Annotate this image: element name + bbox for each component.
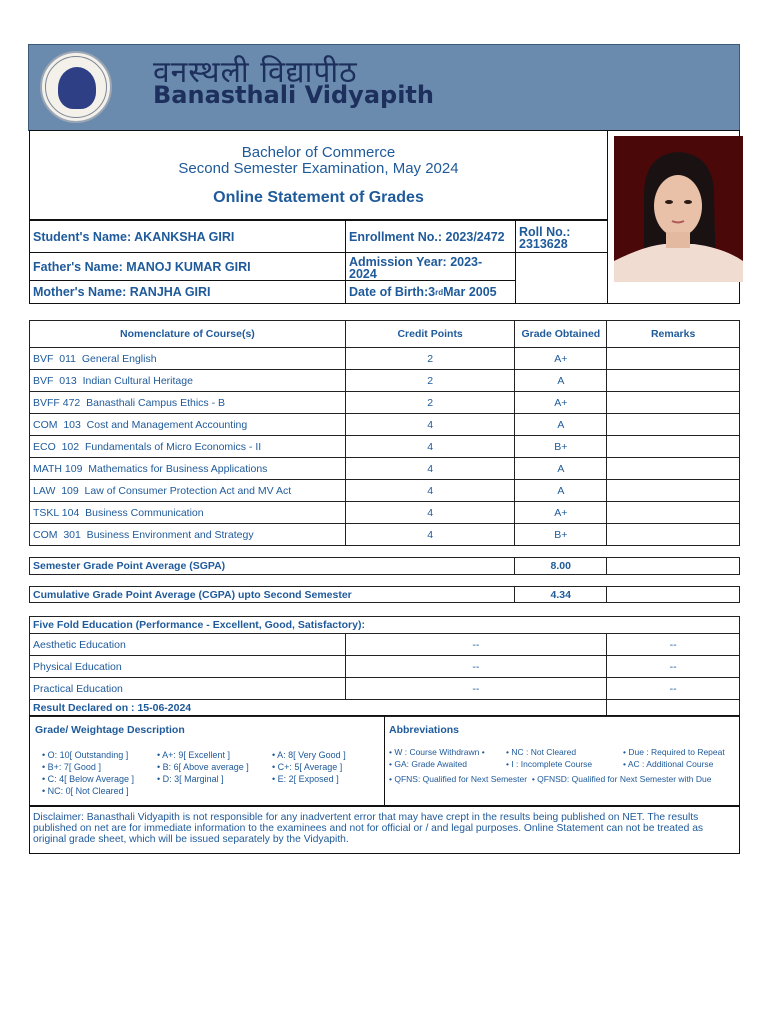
university-name-english: Banasthali Vidyapith bbox=[153, 81, 434, 109]
result-declared-empty bbox=[607, 700, 740, 717]
university-name-hindi: वनस्थली विद्यापीठ bbox=[153, 55, 358, 90]
abbreviation-item: • QFNSD: Qualified for Next Semester with Due bbox=[531, 774, 712, 784]
grade-item: • C+: 5[ Average ] bbox=[272, 762, 343, 772]
grade-description-box bbox=[29, 715, 385, 806]
student-name: Student's Name: AKANKSHA GIRI bbox=[29, 220, 346, 253]
dob-day: Date of Birth:3 bbox=[349, 285, 436, 299]
education-remark: -- bbox=[607, 678, 740, 700]
course-name: MATH 109 Mathematics for Business Applications bbox=[30, 458, 346, 480]
sgpa-table bbox=[29, 557, 740, 575]
empty-cell bbox=[515, 252, 608, 304]
table-row bbox=[30, 458, 740, 480]
abbreviation-list bbox=[389, 747, 741, 769]
statement-title: Online Statement of Grades bbox=[213, 189, 424, 206]
enrollment-number: Enrollment No.: 2023/2472 bbox=[345, 220, 516, 253]
credit-points: 2 bbox=[345, 392, 515, 414]
grade-description-heading: Grade/ Weightage Description bbox=[35, 724, 185, 736]
admission-year-line2: 2024 bbox=[349, 267, 377, 281]
remarks bbox=[607, 458, 740, 480]
remarks bbox=[607, 392, 740, 414]
abbreviations-box bbox=[384, 715, 740, 806]
grade-item: • B: 6[ Above average ] bbox=[157, 762, 249, 772]
table-row bbox=[30, 678, 740, 700]
remarks bbox=[607, 480, 740, 502]
credit-points: 4 bbox=[345, 414, 515, 436]
remarks bbox=[607, 524, 740, 546]
table-row bbox=[30, 370, 740, 392]
abbreviation-item: • QFNS: Qualified for Next Semester bbox=[389, 774, 528, 784]
emblem-figure bbox=[58, 67, 96, 109]
table-row bbox=[30, 634, 740, 656]
course-name: COM 103 Cost and Management Accounting bbox=[30, 414, 346, 436]
remarks bbox=[607, 436, 740, 458]
courses-table bbox=[29, 320, 740, 546]
table-row bbox=[30, 348, 740, 370]
column-header-credits: Credit Points bbox=[345, 321, 515, 348]
degree-title: Bachelor of Commerce bbox=[241, 144, 396, 161]
grade: A bbox=[515, 414, 607, 436]
abbreviation-item: • W : Course Withdrawn • bbox=[389, 747, 485, 757]
credit-points: 4 bbox=[345, 458, 515, 480]
grade: A+ bbox=[515, 392, 607, 414]
abbreviations-heading: Abbreviations bbox=[389, 724, 460, 736]
exam-title: Second Semester Examination, May 2024 bbox=[178, 160, 459, 177]
grade-item: • NC: 0[ Not Cleared ] bbox=[42, 786, 129, 796]
abbreviation-item: • AC : Additional Course bbox=[623, 759, 714, 769]
education-name: Physical Education bbox=[30, 656, 346, 678]
course-name: BVFF 472 Banasthali Campus Ethics - B bbox=[30, 392, 346, 414]
grade: A bbox=[515, 480, 607, 502]
education-remark: -- bbox=[607, 634, 740, 656]
remarks bbox=[607, 348, 740, 370]
abbreviation-item: • NC : Not Cleared bbox=[506, 747, 577, 757]
table-row bbox=[30, 480, 740, 502]
grade-list bbox=[42, 750, 382, 796]
credit-points: 4 bbox=[345, 480, 515, 502]
five-fold-table bbox=[29, 616, 740, 717]
cgpa-value: 4.34 bbox=[515, 587, 607, 603]
grade: B+ bbox=[515, 436, 607, 458]
cgpa-label: Cumulative Grade Point Average (CGPA) upto Second Semester bbox=[30, 587, 515, 603]
course-name: ECO 102 Fundamentals of Micro Economics - II bbox=[30, 436, 346, 458]
grade: A bbox=[515, 370, 607, 392]
sgpa-value: 8.00 bbox=[515, 558, 607, 575]
remarks bbox=[607, 414, 740, 436]
table-row bbox=[30, 524, 740, 546]
mother-name: Mother's Name: RANJHA GIRI bbox=[29, 280, 346, 304]
admission-year bbox=[345, 252, 516, 281]
table-row bbox=[30, 392, 740, 414]
table-row bbox=[30, 414, 740, 436]
course-name: COM 301 Business Environment and Strategy bbox=[30, 524, 346, 546]
roll-label: Roll No.: bbox=[519, 225, 571, 239]
column-header-course: Nomenclature of Course(s) bbox=[30, 321, 346, 348]
education-remark: -- bbox=[607, 656, 740, 678]
disclaimer: Disclaimer: Banasthali Vidyapith is not responsible for any inadvertent error that may have crept in the results being published on NET. The results published on net are for immediate information to the examinees and not for official or / and legal purposes. Online Statement can not be treated as original grade sheet, which will be issued separately by the Vidyapith. bbox=[29, 806, 740, 854]
dob-suffix: rd bbox=[435, 287, 444, 297]
roll-number bbox=[515, 220, 608, 253]
grade: A+ bbox=[515, 348, 607, 370]
credit-points: 2 bbox=[345, 370, 515, 392]
result-declared: Result Declared on : 15-06-2024 bbox=[30, 700, 607, 717]
course-name: BVF 013 Indian Cultural Heritage bbox=[30, 370, 346, 392]
table-row bbox=[30, 656, 740, 678]
education-value: -- bbox=[345, 678, 607, 700]
abbreviation-item: • GA: Grade Awaited bbox=[389, 759, 467, 769]
cgpa-table bbox=[29, 586, 740, 603]
education-value: -- bbox=[345, 656, 607, 678]
grade: A bbox=[515, 458, 607, 480]
column-header-remarks: Remarks bbox=[607, 321, 740, 348]
education-value: -- bbox=[345, 634, 607, 656]
education-name: Practical Education bbox=[30, 678, 346, 700]
roll-value: 2313628 bbox=[519, 237, 568, 251]
admission-year-line1: Admission Year: 2023- bbox=[349, 255, 483, 269]
five-fold-heading: Five Fold Education (Performance - Excellent, Good, Satisfactory): bbox=[30, 617, 740, 634]
table-row bbox=[30, 502, 740, 524]
grade-item: • O: 10[ Outstanding ] bbox=[42, 750, 129, 760]
grade-item: • C: 4[ Below Average ] bbox=[42, 774, 135, 784]
date-of-birth bbox=[345, 280, 516, 304]
grade-item: • E: 2[ Exposed ] bbox=[272, 774, 339, 784]
grade-item: • A: 8[ Very Good ] bbox=[272, 750, 346, 760]
father-name: Father's Name: MANOJ KUMAR GIRI bbox=[29, 252, 346, 281]
grade-item: • B+: 7[ Good ] bbox=[42, 762, 101, 772]
credit-points: 4 bbox=[345, 436, 515, 458]
university-emblem-icon bbox=[40, 51, 112, 123]
dob-month-year: Mar 2005 bbox=[443, 285, 497, 299]
remarks bbox=[607, 502, 740, 524]
grade-item: • A+: 9[ Excellent ] bbox=[157, 750, 230, 760]
course-name: LAW 109 Law of Consumer Protection Act and MV Act bbox=[30, 480, 346, 502]
abbreviation-row-qualified bbox=[389, 774, 711, 784]
remarks bbox=[607, 370, 740, 392]
column-header-grade: Grade Obtained bbox=[515, 321, 607, 348]
sgpa-label: Semester Grade Point Average (SGPA) bbox=[30, 558, 515, 575]
credit-points: 4 bbox=[345, 524, 515, 546]
credit-points: 4 bbox=[345, 502, 515, 524]
grade: A+ bbox=[515, 502, 607, 524]
grade: B+ bbox=[515, 524, 607, 546]
title-block bbox=[29, 130, 608, 220]
student-photo bbox=[614, 136, 743, 282]
grade-item: • D: 3[ Marginal ] bbox=[157, 774, 224, 784]
cgpa-remarks bbox=[607, 587, 740, 603]
abbreviation-item: • Due : Required to Repeat bbox=[623, 747, 725, 757]
abbreviation-item: • I : Incomplete Course bbox=[506, 759, 593, 769]
credit-points: 2 bbox=[345, 348, 515, 370]
course-name: BVF 011 General English bbox=[30, 348, 346, 370]
sgpa-remarks bbox=[607, 558, 740, 575]
course-name: TSKL 104 Business Communication bbox=[30, 502, 346, 524]
table-row bbox=[30, 436, 740, 458]
education-name: Aesthetic Education bbox=[30, 634, 346, 656]
